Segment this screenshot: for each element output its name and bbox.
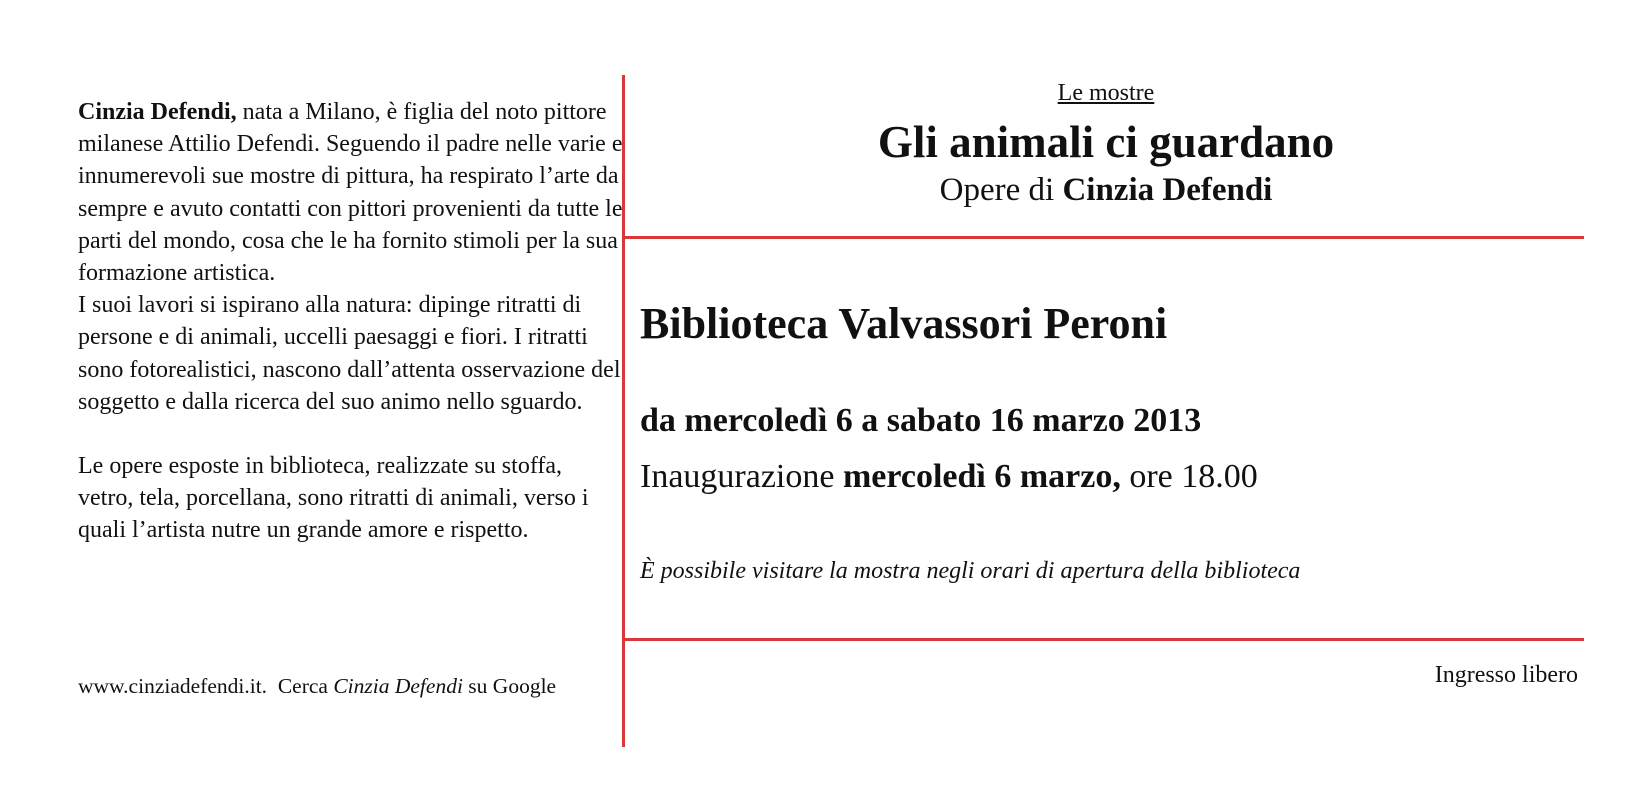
horizontal-divider-top [622,236,1584,239]
search-suffix: su Google [468,674,557,698]
bio-text-intro: nata a Milano, è figlia del noto pittore milanese Attilio Defendi. Seguendo il padre nelle varie e innumerevoli sue mostre di pittura, ha respirato l’arte da sempre e avuto contatti con pittori provenienti da tutte le parti del mondo, cosa che le ha fornito stimoli per la sua formazione artistica. [78,99,623,287]
bio-paragraph-intro [78,96,623,289]
exhibition-title: Gli animali ci guardano [877,117,1335,167]
horizontal-divider-bottom [622,638,1584,641]
opening-info [640,458,1258,496]
series-label: Le mostre [1057,80,1155,106]
venue-name: Biblioteca Valvassori Peroni [640,299,1168,348]
search-prefix: Cerca [277,674,328,698]
website-line [78,674,556,699]
search-name: Cinzia Defendi [333,674,463,698]
bio-paragraph-exhibit: Le opere esposte in biblioteca, realizzate su stoffa, vetro, tela, porcellana, sono ritratti di animali, verso i quali l’artista nutre un grande amore e rispetto. [78,453,589,544]
exhibition-dates: da mercoledì 6 a sabato 16 marzo 2013 [640,402,1202,439]
exhibition-subtitle [625,172,1587,209]
artist-name: Cinzia Defendi, [78,99,237,125]
paragraph-gap [78,418,623,450]
artist-bio [78,96,623,547]
opening-time: ore 18.00 [1129,458,1258,495]
bio-paragraph-works: I suoi lavori si ispirano alla natura: dipinge ritratti di persone e di animali, uccelli paesaggi e fiori. I ritratti sono fotorealistici, nascono dall’attenta osservazione del soggetto e dalla ricerca del suo animo nello sguardo. [78,292,621,415]
visit-note: È possibile visitare la mostra negli orari di apertura della biblioteca [640,558,1301,584]
entry-note: Ingresso libero [1434,662,1578,688]
subtitle-prefix: Opere di [939,172,1055,208]
subtitle-artist: Cinzia Defendi [1062,172,1273,208]
website-url: www.cinziadefendi.it. [78,674,268,698]
opening-label: Inaugurazione [640,458,835,495]
opening-date: mercoledì 6 marzo, [842,458,1121,495]
